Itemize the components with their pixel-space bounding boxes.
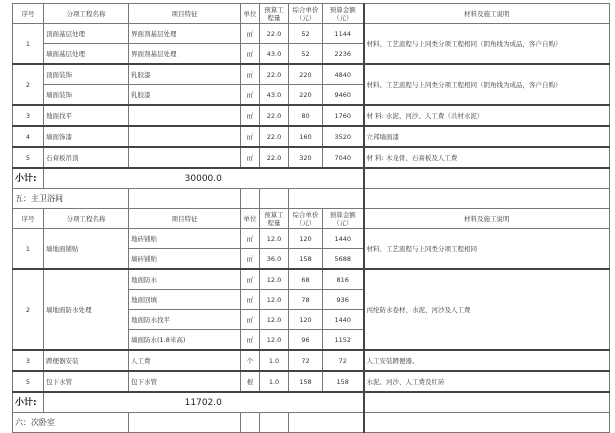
item-price: 96 [289, 330, 323, 351]
header-row [13, 4, 610, 24]
item-feature: 乳胶漆 [129, 64, 241, 85]
item-name: 墙面基层处理 [44, 44, 129, 65]
item-name: 地面找平 [44, 105, 129, 126]
col-qty-header: 预算工程量 [260, 4, 289, 24]
item-qty: 12.0 [260, 229, 289, 249]
empty-cell [260, 189, 289, 209]
item-name: 蹲便器安装 [44, 350, 129, 371]
item-desc: 立邦墙面漆 [364, 126, 610, 147]
section-title: 五：主卫浴间 [13, 189, 129, 209]
item-name: 包下水管 [44, 371, 129, 392]
item-amount: 2236 [323, 44, 364, 65]
table-row [13, 147, 610, 168]
item-feature: 墙面防水(1.8米高) [129, 330, 241, 351]
item-qty: 12.0 [260, 330, 289, 351]
item-desc: 材料、工艺流程与上同类分项工程相同（阴角线为成品，客户自购） [364, 24, 610, 65]
item-price: 220 [289, 85, 323, 106]
quote-table [12, 3, 610, 433]
item-qty: 22.0 [260, 64, 289, 85]
item-unit: ㎡ [241, 85, 260, 106]
item-unit: 个 [241, 350, 260, 371]
item-price: 72 [289, 350, 323, 371]
empty-cell [289, 413, 364, 433]
item-unit: ㎡ [241, 330, 260, 351]
item-unit: ㎡ [241, 229, 260, 249]
empty-cell [364, 189, 610, 209]
item-amount: 158 [323, 371, 364, 392]
subtotal-row [13, 392, 610, 413]
item-price: 52 [289, 24, 323, 44]
item-qty: 1.0 [260, 371, 289, 392]
item-qty: 12.0 [260, 269, 289, 290]
table-row [13, 126, 610, 147]
item-feature: 地面回填 [129, 290, 241, 310]
item-unit: ㎡ [241, 44, 260, 65]
col-amount-header: 预算金额（元） [323, 209, 364, 229]
empty-cell [364, 413, 610, 433]
item-amount: 4840 [323, 64, 364, 85]
table-row [13, 269, 610, 290]
empty-cell [129, 413, 241, 433]
item-desc: 丙纶防水卷材、水泥、河沙及人工费 [364, 269, 610, 350]
col-desc-header: 材料及施工说明 [364, 4, 610, 24]
item-no: 3 [13, 350, 44, 371]
item-name: 墙面饰漆 [44, 126, 129, 147]
item-no: 5 [13, 147, 44, 168]
item-qty: 12.0 [260, 310, 289, 330]
item-amount: 3520 [323, 126, 364, 147]
table-row [13, 105, 610, 126]
item-feature: 地面防水找平 [129, 310, 241, 330]
item-qty: 43.0 [260, 85, 289, 106]
item-no: 1 [13, 229, 44, 270]
item-amount: 1152 [323, 330, 364, 351]
item-feature [129, 126, 241, 147]
item-unit: ㎡ [241, 64, 260, 85]
item-price: 120 [289, 229, 323, 249]
subtotal-value: 11702.0 [44, 392, 364, 413]
item-name: 顶面装饰 [44, 64, 129, 85]
col-feature-header: 项目特征 [129, 4, 241, 24]
item-amount: 816 [323, 269, 364, 290]
table-row [13, 64, 610, 85]
item-price: 68 [289, 269, 323, 290]
subtotal-value: 30000.0 [44, 168, 364, 189]
col-no-header: 序号 [13, 4, 44, 24]
table-row [13, 371, 610, 392]
item-feature: 地面防水 [129, 269, 241, 290]
item-qty: 22.0 [260, 147, 289, 168]
table-row [13, 229, 610, 249]
item-amount: 72 [323, 350, 364, 371]
item-unit: ㎡ [241, 249, 260, 270]
item-feature: 界面剂基层处理 [129, 24, 241, 44]
item-amount: 1440 [323, 229, 364, 249]
item-price: 158 [289, 249, 323, 270]
item-desc: 人工安装蹲便器。 [364, 350, 610, 371]
item-unit: ㎡ [241, 147, 260, 168]
item-desc: 材 料: 木龙骨、石膏板及人工费 [364, 147, 610, 168]
item-price: 52 [289, 44, 323, 65]
item-name: 墙地面防水处理 [44, 269, 129, 350]
item-desc: 材 料: 水泥、河沙、人工费（共材水泥） [364, 105, 610, 126]
item-qty: 43.0 [260, 44, 289, 65]
item-price: 120 [289, 310, 323, 330]
item-feature: 乳胶漆 [129, 85, 241, 106]
item-unit: ㎡ [241, 269, 260, 290]
item-unit: ㎡ [241, 126, 260, 147]
col-unit-header: 单位 [241, 4, 260, 24]
item-feature [129, 105, 241, 126]
item-amount: 7040 [323, 147, 364, 168]
subtotal-desc [364, 168, 610, 189]
quote-table-body [13, 4, 610, 433]
item-amount: 936 [323, 290, 364, 310]
item-unit: ㎡ [241, 24, 260, 44]
item-qty: 22.0 [260, 105, 289, 126]
empty-cell [260, 413, 289, 433]
item-price: 160 [289, 126, 323, 147]
item-amount: 1440 [323, 310, 364, 330]
item-qty: 22.0 [260, 126, 289, 147]
item-amount: 9460 [323, 85, 364, 106]
item-name: 墙面装饰 [44, 85, 129, 106]
item-qty: 1.0 [260, 350, 289, 371]
item-unit: ㎡ [241, 105, 260, 126]
item-feature: 地砖铺贴 [129, 229, 241, 249]
col-feature-header: 项目特征 [129, 209, 241, 229]
item-feature: 包下水管 [129, 371, 241, 392]
item-name: 石膏板吊顶 [44, 147, 129, 168]
subtotal-desc [364, 392, 610, 413]
item-qty: 36.0 [260, 249, 289, 270]
item-feature [129, 147, 241, 168]
item-price: 320 [289, 147, 323, 168]
item-no: 5 [13, 371, 44, 392]
item-desc: 材料、工艺流程与上同类分项工程相同（阴角线为成品，客户自购） [364, 64, 610, 105]
item-feature: 人工费 [129, 350, 241, 371]
col-unit-header: 单位 [241, 209, 260, 229]
col-price-header: 综合单价（元） [289, 209, 323, 229]
item-desc: 材料、工艺流程与上同类分项工程相同 [364, 229, 610, 270]
table-row [13, 24, 610, 44]
item-no: 2 [13, 269, 44, 350]
item-name: 墙地面铺贴 [44, 229, 129, 270]
col-qty-header: 预算工程量 [260, 209, 289, 229]
item-no: 1 [13, 24, 44, 65]
item-unit: ㎡ [241, 290, 260, 310]
table-row [13, 350, 610, 371]
empty-cell [289, 189, 364, 209]
header-row [13, 209, 610, 229]
subtotal-row [13, 168, 610, 189]
subtotal-label: 小计: [13, 168, 44, 189]
item-amount: 1144 [323, 24, 364, 44]
item-no: 4 [13, 126, 44, 147]
col-no-header: 序号 [13, 209, 44, 229]
col-desc-header: 材料及施工说明 [364, 209, 610, 229]
item-amount: 5688 [323, 249, 364, 270]
col-price-header: 综合单价（元） [289, 4, 323, 24]
item-unit: 根 [241, 371, 260, 392]
item-qty: 12.0 [260, 290, 289, 310]
item-price: 78 [289, 290, 323, 310]
item-qty: 22.0 [260, 24, 289, 44]
item-price: 80 [289, 105, 323, 126]
section-title-row [13, 413, 610, 433]
item-price: 220 [289, 64, 323, 85]
col-amount-header: 预算金额（元） [323, 4, 364, 24]
empty-cell [129, 189, 241, 209]
empty-cell [241, 413, 260, 433]
item-feature: 墙砖铺贴 [129, 249, 241, 270]
empty-cell [241, 189, 260, 209]
section-title: 六：次卧室 [13, 413, 129, 433]
subtotal-label: 小计: [13, 392, 44, 413]
item-no: 2 [13, 64, 44, 105]
item-name: 顶面基层处理 [44, 24, 129, 44]
item-no: 3 [13, 105, 44, 126]
section-title-row [13, 189, 610, 209]
item-feature: 界面剂基层处理 [129, 44, 241, 65]
col-name-header: 分项工程名称 [44, 209, 129, 229]
col-name-header: 分项工程名称 [44, 4, 129, 24]
item-price: 158 [289, 371, 323, 392]
item-unit: ㎡ [241, 310, 260, 330]
item-amount: 1760 [323, 105, 364, 126]
item-desc: 水泥、河沙、人工费及红砖 [364, 371, 610, 392]
